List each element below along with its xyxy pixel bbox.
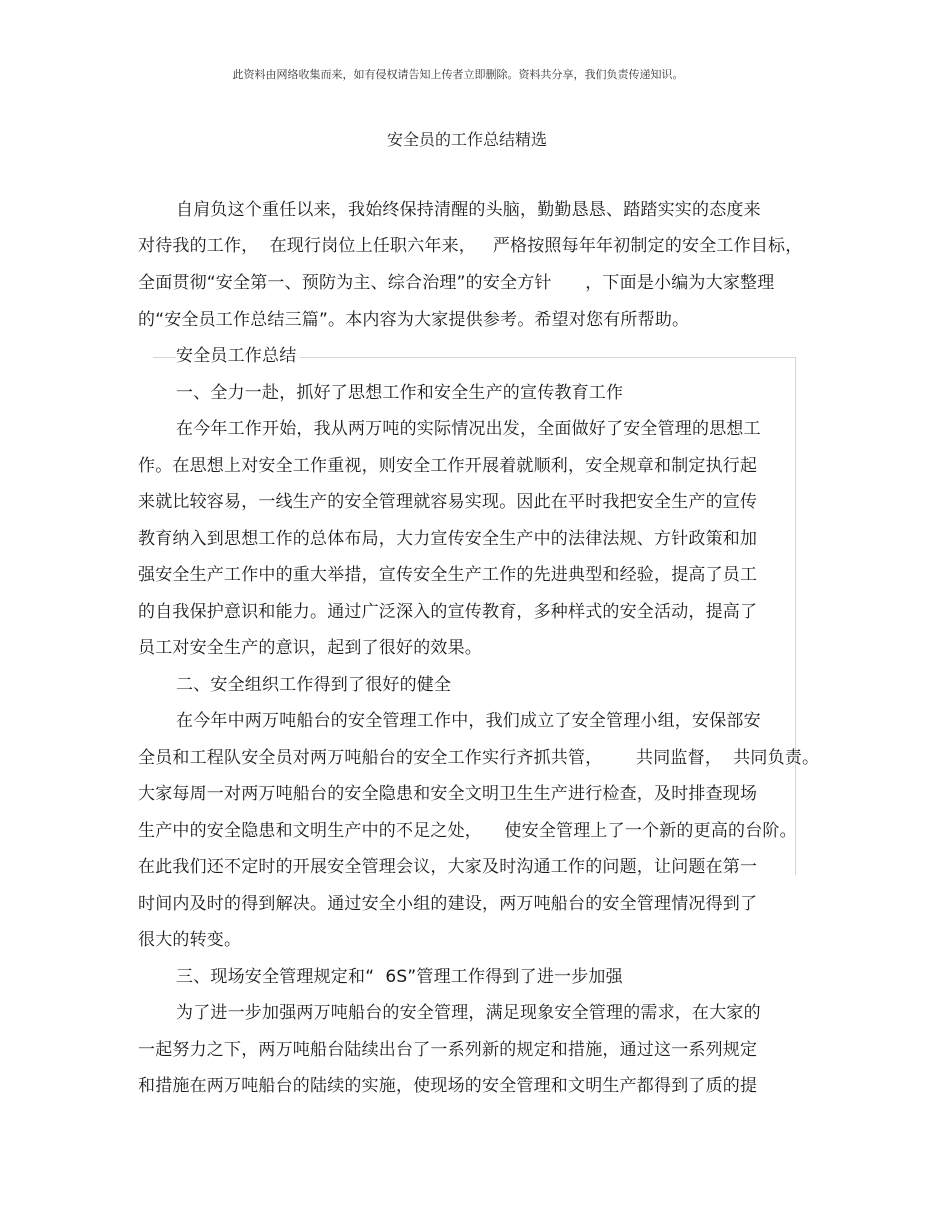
paragraph-line: 的自我保护意识和能力。通过广泛深入的宣传教育，多种样式的安全活动，提高了 [138,602,758,622]
paragraph-line: 生产中的安全隐患和文明生产中的不足之处， 使安全管理上了一个新的更高的台阶。 [138,821,797,841]
paragraph-line: 自肩负这个重任以来，我始终保持清醒的头脑，勤勤恳恳、踏踏实实的态度来 [176,200,761,220]
paragraph-line: 全面贯彻“安全第一、预防为主、综合治理”的安全方针 ，下面是小编为大家整理 [138,273,775,293]
paragraph-line: 在今年工作开始，我从两万吨的实际情况出发，全面做好了安全管理的思想工 [176,419,761,439]
paragraph-line: 全员和工程队安全员对两万吨船台的安全工作实行齐抓共管， 共同监督， 共同负责。 [138,748,820,768]
header-notice: 此资料由网络收集而来，如有侵权请告知上传者立即删除。资料共分享，我们负责传递知识。 [232,68,684,81]
section-subheading: 二、安全组织工作得到了很好的健全 [176,675,452,695]
paragraph-line: 的“安全员工作总结三篇”。本内容为大家提供参考。希望对您有所帮助。 [138,310,690,330]
paragraph-line: 大家每周一对两万吨船台的安全隐患和安全文明卫生生产进行检查，及时排查现场 [138,784,758,804]
paragraph-line: 为了进一步加强两万吨船台的安全管理，满足现象安全管理的需求，在大家的 [176,1003,761,1023]
document-title: 安全员的工作总结精选 [386,130,547,149]
paragraph-line: 在此我们还不定时的开展安全管理会议，大家及时沟通工作的问题，让问题在第一 [138,857,758,877]
section-subheading: 三、现场安全管理规定和“ 6S”管理工作得到了进一步加强 [176,967,623,987]
paragraph-line: 作。在思想上对安全工作重视，则安全工作开展着就顺利，安全规章和制定执行起 [138,456,758,476]
paragraph-line: 时间内及时的得到解决。通过安全小组的建设，两万吨船台的安全管理情况得到了 [138,894,758,914]
section-subheading: 一、全力一赴，抓好了思想工作和安全生产的宣传教育工作 [176,383,624,403]
paragraph-line: 在今年中两万吨船台的安全管理工作中，我们成立了安全管理小组，安保部安 [176,711,761,731]
paragraph-line: 很大的转变。 [138,930,242,950]
paragraph-line: 一起努力之下，两万吨船台陆续出台了一系列新的规定和措施，通过这一系列规定 [138,1040,758,1060]
paragraph-line: 来就比较容易，一线生产的安全管理就容易实现。因此在平时我把安全生产的宣传 [138,492,758,512]
paragraph-line: 教育纳入到思想工作的总体布局，大力宣传安全生产中的法律法规、方针政策和加 [138,529,758,549]
paragraph-line: 和措施在两万吨船台的陆续的实施，使现场的安全管理和文明生产都得到了质的提 [138,1076,758,1096]
paragraph-line: 对待我的工作， 在现行岗位上任职六年来， 严格按照每年年初制定的安全工作目标， [138,236,803,256]
section-heading: 安全员工作总结 [176,345,300,367]
paragraph-line: 员工对安全生产的意识，起到了很好的效果。 [138,638,482,658]
paragraph-line: 强安全生产工作中的重大举措，宣传安全生产工作的先进典型和经验，提高了员工 [138,565,758,585]
